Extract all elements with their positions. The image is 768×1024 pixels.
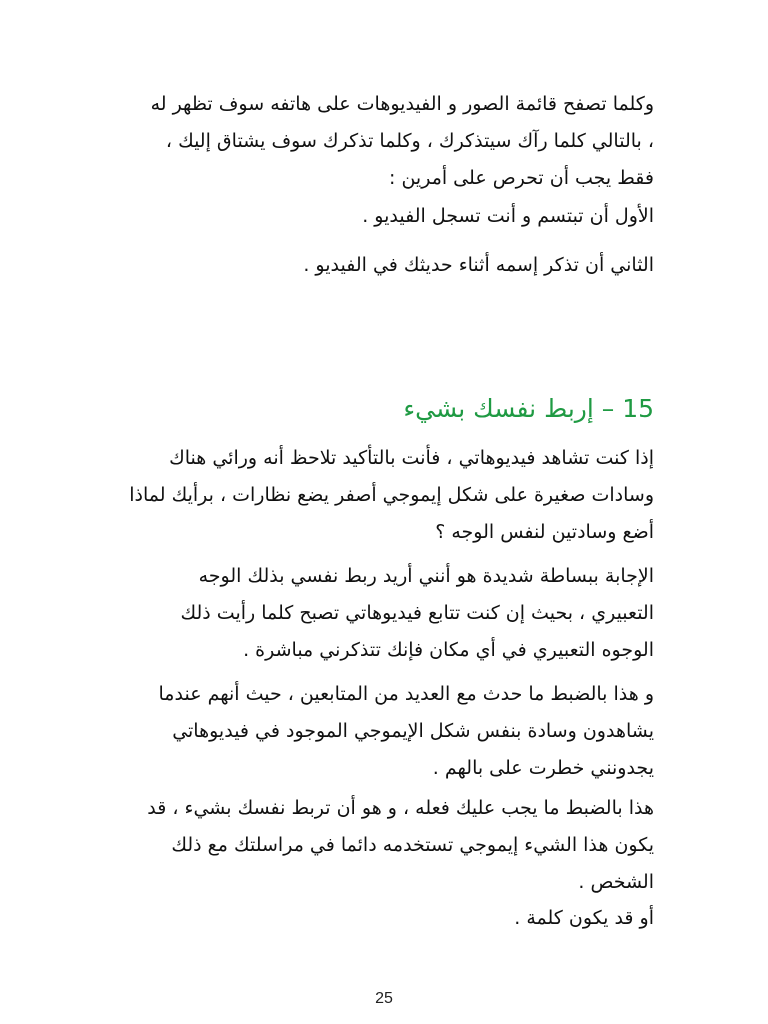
book-page (118, 0, 654, 1024)
text-line: يكون هذا الشيء إيموجي تستخدمه دائما في مراسلتك مع ذلك (171, 834, 654, 856)
text-line: وسادات صغيرة على شكل إيموجي أصفر يضع نظارات ، برأيك لماذا (129, 484, 654, 506)
second-point: الثاني أن تذكر إسمه أثناء حديثك في الفيديو . (303, 254, 654, 276)
body-paragraph (118, 440, 654, 551)
body-paragraph (118, 900, 654, 937)
text-line: يجدونني خطرت على بالهم . (432, 757, 654, 779)
text-line: إذا كنت تشاهد فيديوهاتي ، فأنت بالتأكيد تلاحظ أنه ورائي هناك (169, 447, 654, 469)
page-number: 25 (375, 990, 393, 1007)
text-line: التعبيري ، بحيث إن كنت تتابع فيديوهاتي تصبح كلما رأيت ذلك (180, 602, 654, 624)
text-line: الشخص . (578, 871, 654, 893)
first-point: الأول أن تبتسم و أنت تسجل الفيديو . (362, 205, 654, 227)
intro-paragraph (118, 86, 654, 197)
text-line: الإجابة ببساطة شديدة هو أنني أريد ربط نفسي بذلك الوجه (198, 565, 654, 587)
text-line: أو قد يكون كلمة . (514, 907, 654, 929)
section-heading: 15 – إربط نفسك بشيء (403, 394, 654, 423)
text-line: فقط يجب أن تحرص على أمرين : (389, 167, 654, 189)
text-line: أضع وسادتين لنفس الوجه ؟ (435, 521, 654, 543)
body-paragraph (118, 558, 654, 669)
body-paragraph (118, 676, 654, 787)
text-line: ، بالتالي كلما رآك سيتذكرك ، وكلما تذكرك سوف يشتاق إليك ، (165, 130, 654, 152)
text-line: يشاهدون وسادة بنفس شكل الإيموجي الموجود في فيديوهاتي (172, 720, 654, 742)
text-line: وكلما تصفح قائمة الصور و الفيديوهات على هاتفه سوف تظهر له (150, 93, 654, 115)
text-line: و هذا بالضبط ما حدث مع العديد من المتابعين ، حيث أنهم عندما (158, 683, 654, 705)
body-paragraph (118, 790, 654, 901)
text-line: هذا بالضبط ما يجب عليك فعله ، و هو أن تربط نفسك بشيء ، قد (147, 797, 654, 819)
text-line: الوجوه التعبيري في أي مكان فإنك تتذكرني مباشرة . (243, 639, 654, 661)
